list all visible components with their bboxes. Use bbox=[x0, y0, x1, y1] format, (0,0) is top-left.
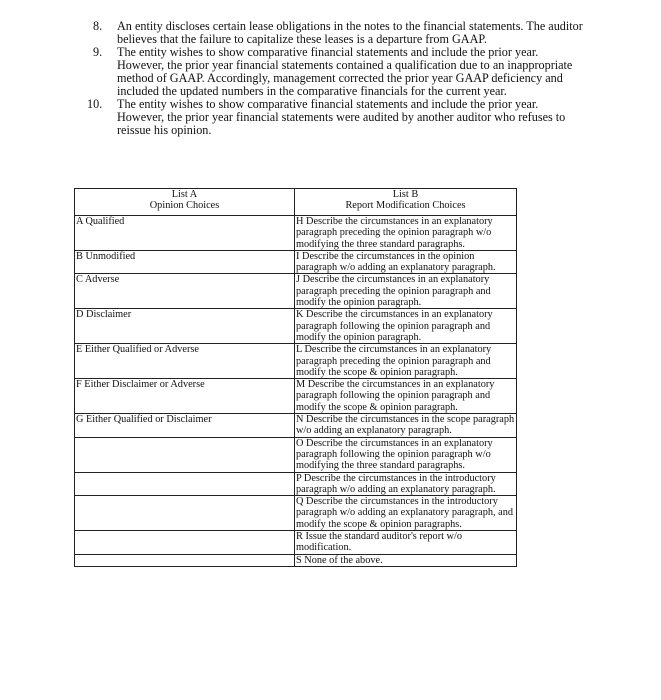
opinion-choice: D Disclaimer bbox=[75, 309, 295, 344]
table-row bbox=[75, 496, 517, 531]
table-row bbox=[75, 379, 517, 414]
question-number: 8. bbox=[93, 19, 103, 33]
opinion-choice bbox=[75, 554, 295, 566]
table-row bbox=[75, 437, 517, 472]
modification-choice: L Describe the circumstances in an explanatory paragraph preceding the opinion paragraph and modify the scope & opinion paragraph. bbox=[295, 344, 517, 379]
opinion-choice: B Unmodified bbox=[75, 250, 295, 274]
list-a-header bbox=[75, 189, 295, 216]
opinion-choice: G Either Qualified or Disclaimer bbox=[75, 414, 295, 438]
question-text: An entity discloses certain lease obligations in the notes to the financial statements. The auditor believes that the failure to capitalize these leases is a departure from GAAP. bbox=[117, 19, 583, 46]
choices-table bbox=[74, 188, 517, 567]
table-row bbox=[75, 250, 517, 274]
opinion-choice bbox=[75, 496, 295, 531]
modification-choice: N Describe the circumstances in the scope paragraph w/o adding an explanatory paragraph. bbox=[295, 414, 517, 438]
question-text: The entity wishes to show comparative financial statements and include the prior year. However, the prior year financial statements were audited by another auditor who refuses to reissue his opinion. bbox=[117, 97, 566, 137]
list-b-title: List B bbox=[392, 189, 419, 200]
question-list bbox=[84, 20, 584, 137]
list-a-subtitle: Opinion Choices bbox=[149, 200, 220, 212]
question-10 bbox=[84, 98, 584, 137]
question-number: 9. bbox=[93, 45, 103, 59]
modification-choice: S None of the above. bbox=[295, 554, 517, 566]
modification-choice: H Describe the circumstances in an explanatory paragraph preceding the opinion paragraph w/o modifying the three standard paragraphs. bbox=[295, 216, 517, 251]
modification-choice: J Describe the circumstances in an explanatory paragraph preceding the opinion paragraph and modify the opinion paragraph. bbox=[295, 274, 517, 309]
question-number: 10. bbox=[87, 97, 103, 111]
table-row bbox=[75, 344, 517, 379]
table-row bbox=[75, 531, 517, 555]
opinion-choice: C Adverse bbox=[75, 274, 295, 309]
modification-choice: R Issue the standard auditor's report w/o modification. bbox=[295, 531, 517, 555]
modification-choice: Q Describe the circumstances in the introductory paragraph w/o adding an explanatory paragraph, and modify the scope & opinion paragraphs. bbox=[295, 496, 517, 531]
opinion-choice bbox=[75, 531, 295, 555]
opinion-choice: A Qualified bbox=[75, 216, 295, 251]
list-b-subtitle: Report Modification Choices bbox=[345, 200, 466, 212]
opinion-choice bbox=[75, 437, 295, 472]
table-row bbox=[75, 216, 517, 251]
table-row bbox=[75, 472, 517, 496]
table-row bbox=[75, 309, 517, 344]
modification-choice: I Describe the circumstances in the opinion paragraph w/o adding an explanatory paragraph. bbox=[295, 250, 517, 274]
opinion-choice: E Either Qualified or Adverse bbox=[75, 344, 295, 379]
table-row bbox=[75, 274, 517, 309]
modification-choice: M Describe the circumstances in an explanatory paragraph following the opinion paragraph and modify the scope & opinion paragraph. bbox=[295, 379, 517, 414]
opinion-choice bbox=[75, 472, 295, 496]
modification-choice: K Describe the circumstances in an explanatory paragraph following the opinion paragraph and modify the opinion paragraph. bbox=[295, 309, 517, 344]
modification-choice: P Describe the circumstances in the introductory paragraph w/o adding an explanatory paragraph. bbox=[295, 472, 517, 496]
list-a-title: List A bbox=[171, 189, 198, 200]
table-row bbox=[75, 414, 517, 438]
opinion-choice: F Either Disclaimer or Adverse bbox=[75, 379, 295, 414]
list-b-header bbox=[295, 189, 517, 216]
question-text: The entity wishes to show comparative financial statements and include the prior year. However, the prior year financial statements contained a qualification due to an inappropriate method of GAAP. Accordingly, management corrected the prior year GAAP deficiency and included the updated numbers in the comparative financials for the current year. bbox=[117, 45, 573, 98]
table-row bbox=[75, 554, 517, 566]
modification-choice: O Describe the circumstances in an explanatory paragraph following the opinion paragraph w/o modifying the three standard paragraphs. bbox=[295, 437, 517, 472]
table-header-row bbox=[75, 189, 517, 216]
question-9 bbox=[84, 46, 584, 98]
question-8 bbox=[84, 20, 584, 46]
